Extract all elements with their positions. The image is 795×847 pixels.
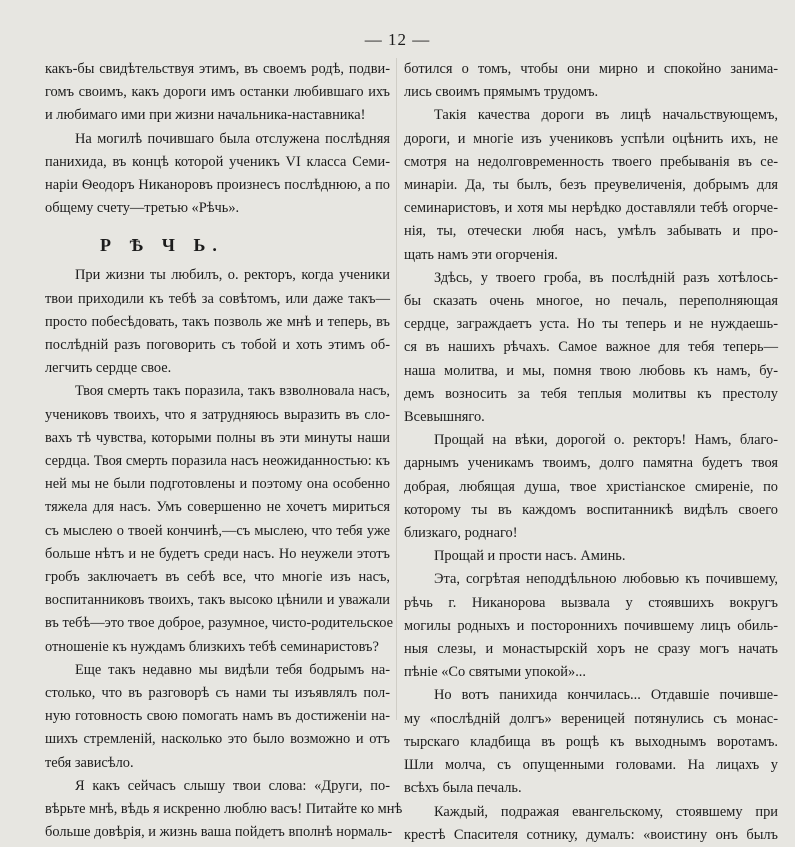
text-line: столько, что въ разговорѣ съ нами ты изъявлялъ пол- — [45, 685, 390, 702]
text-line: демъ возносить за тебя теплыя молитвы къ престолу — [404, 385, 778, 402]
text-line: На могилѣ почившаго была отслужена послѣдняя — [75, 130, 390, 147]
text-line: всѣхъ была печаль. — [404, 780, 522, 797]
text-line: отношенiе къ нуждамъ близкихъ тебѣ семинаристовъ? — [45, 638, 379, 655]
text-line: нiя, ты, отечески любя насъ, умѣлъ забывать и про- — [404, 223, 778, 240]
text-line: больше нѣтъ и не будетъ среди насъ. Но неужели этотъ — [45, 545, 390, 562]
text-line: наша молитва, и мы, помня твою любовь къ намъ, бу- — [404, 362, 778, 379]
text-line: легчить сердце свое. — [45, 360, 172, 377]
text-line: ней мы не были подготовлены и поэтому она особенно — [45, 476, 390, 493]
text-line: ся въ нашихъ рѣчахъ. Самое важное для тебя теперь— — [404, 339, 778, 356]
text-line: Каждый, подражая евангельскому, стоявшему при — [434, 803, 778, 820]
text-line: близкаго, роднаго! — [404, 525, 518, 542]
text-line: семинаристовъ, и хотя мы нерѣдко доставляли тебѣ огорче- — [404, 200, 778, 217]
page-number: — 12 — — [364, 30, 431, 49]
text-line: съ мыслею о твоей кончинѣ,—съ мыслею, что тебя уже — [45, 522, 390, 539]
text-line: могилы родныхъ и постороннихъ почившему лицъ обиль- — [404, 617, 778, 634]
text-line: гомъ своимъ, какъ дороги имъ останки любившаго ихъ — [45, 84, 390, 101]
text-line: му «послѣднiй долгъ» вереницей потянулись съ монас- — [404, 710, 778, 727]
text-line: шихъ стремленiй, насколько это было возможно и отъ — [45, 731, 390, 748]
text-line: щать намъ эти огорченiя. — [404, 246, 558, 263]
text-line: Твоя смерть такъ поразила, такъ взволновала насъ, — [75, 383, 390, 400]
text-line: смотря на недолговременность твоего пребыванiя въ се- — [404, 153, 778, 170]
text-line: и любимаго ими при жизни начальника-наставника! — [45, 107, 366, 124]
text-line: Прощай на вѣки, дорогой о. ректоръ! Намъ, благо- — [434, 432, 778, 449]
text-line: Шли молча, съ опущенными головами. На лицахъ у — [404, 757, 778, 774]
text-line: пѣнiе «Со святыми упокой»... — [404, 664, 586, 681]
text-line: минарiи. Да, ты былъ, безъ преувеличенiя, добрымъ для — [404, 177, 778, 194]
text-line: которому ты въ каждомъ воспитанникѣ видѣлъ своего — [404, 501, 778, 518]
text-line: больше довѣрiя, и жизнь ваша пойдетъ вполнѣ нормаль- — [45, 824, 393, 841]
text-line: добрая, любящая душа, твое христiанское смиренiе, по — [404, 478, 778, 495]
text-line: Я какъ сейчасъ слышу твои слова: «Други, по- — [75, 777, 390, 794]
speech-heading: Р Ѣ Ч Ь. — [100, 235, 224, 256]
text-line: послѣднiй разъ поговорить съ тобой и хоть этимъ об- — [45, 337, 390, 354]
text-line: вахъ тѣ чувства, которыми полны въ эти минуты наши — [45, 429, 390, 446]
text-line: Всевышняго. — [404, 409, 485, 426]
text-line: Эта, согрѣтая неподдѣльною любовью къ почившему, — [434, 571, 778, 588]
text-line: Здѣсь, у твоего гроба, въ послѣднiй разъ хотѣлось- — [434, 269, 778, 286]
text-line: дороги, и многiе изъ учениковъ успѣли оцѣнить ихъ, не — [404, 130, 778, 147]
text-line: въ тебѣ—это твое доброе, разумное, чисто-родительское — [45, 615, 394, 632]
text-line: нарiи Ѳеодоръ Никаноровъ произнесъ послѣднюю, а по — [45, 177, 390, 194]
text-line: просто побесѣдовать, такъ позволь же мнѣ и теперь, въ — [45, 313, 390, 330]
text-line: тяжела для насъ. Умъ совершенно не хочетъ мириться — [45, 499, 390, 516]
text-line: тебя зависѣло. — [45, 754, 134, 771]
text-line: Прощай и прости насъ. Аминь. — [434, 548, 626, 565]
text-line: какъ-бы свидѣтельствуя этимъ, въ своемъ родѣ, подви- — [45, 61, 390, 77]
text-line: бы сказать очень многое, но печаль, переполняющая — [404, 293, 778, 310]
text-line: вѣрьте мнѣ, вѣдь я искренно люблю васъ! Питайте ко мнѣ — [45, 801, 403, 818]
text-line: твои приходили къ тебѣ за совѣтомъ, или даже такъ— — [45, 290, 390, 307]
text-line: панихида, въ концѣ которой ученикъ VI класса Семи- — [45, 153, 390, 170]
text-line: Такiя качества дороги въ лицѣ начальствующемъ, — [434, 107, 778, 124]
right-column — [404, 58, 778, 843]
text-line: воспитанниковъ твоихъ, такъ высоко цѣнили и уважали — [45, 592, 390, 609]
text-line: сердца. Твоя смерть поразила насъ неожиданностью: къ — [45, 453, 390, 470]
text-line: ботился о томъ, чтобы они мирно и спокойно занима- — [404, 61, 778, 77]
column-divider — [396, 58, 397, 720]
text-line: сердце, заграждаетъ уста. Но ты теперь и не нуждаешь- — [404, 316, 778, 333]
text-line: гробъ заключаетъ въ себѣ все, что многiе изъ насъ, — [45, 569, 390, 586]
text-line: Но вотъ панихида кончилась... Отдавшiе почивше- — [434, 687, 778, 704]
text-line: лись своимъ прямымъ трудомъ. — [404, 84, 599, 101]
text-line: крестѣ Спасителя сотнику, думалъ: «воистину онъ былъ — [404, 826, 778, 843]
text-line: ную готовность свою помогать намъ въ достиженiи на- — [45, 708, 390, 725]
left-column — [45, 58, 403, 841]
text-line: учениковъ твоихъ, что я затрудняюсь выразить въ сло- — [45, 406, 390, 423]
text-line: рѣчь г. Никанорова вызвала у стоявшихъ вокругъ — [404, 594, 778, 611]
text-line: общему счету—третью «Рѣчь». — [45, 200, 240, 217]
text-line: Еще такъ недавно мы видѣли тебя бодрымъ на- — [75, 661, 390, 678]
text-line: ныя слезы, и монастырскiй хоръ не сразу могъ начать — [404, 641, 778, 658]
text-line: тырскаго кладбища въ рощѣ къ выходнымъ воротамъ. — [404, 733, 778, 750]
text-line: При жизни ты любилъ, о. ректоръ, когда ученики — [75, 267, 390, 284]
text-line: дарнымъ ученикамъ твоимъ, долго памятна будетъ твоя — [404, 455, 778, 472]
